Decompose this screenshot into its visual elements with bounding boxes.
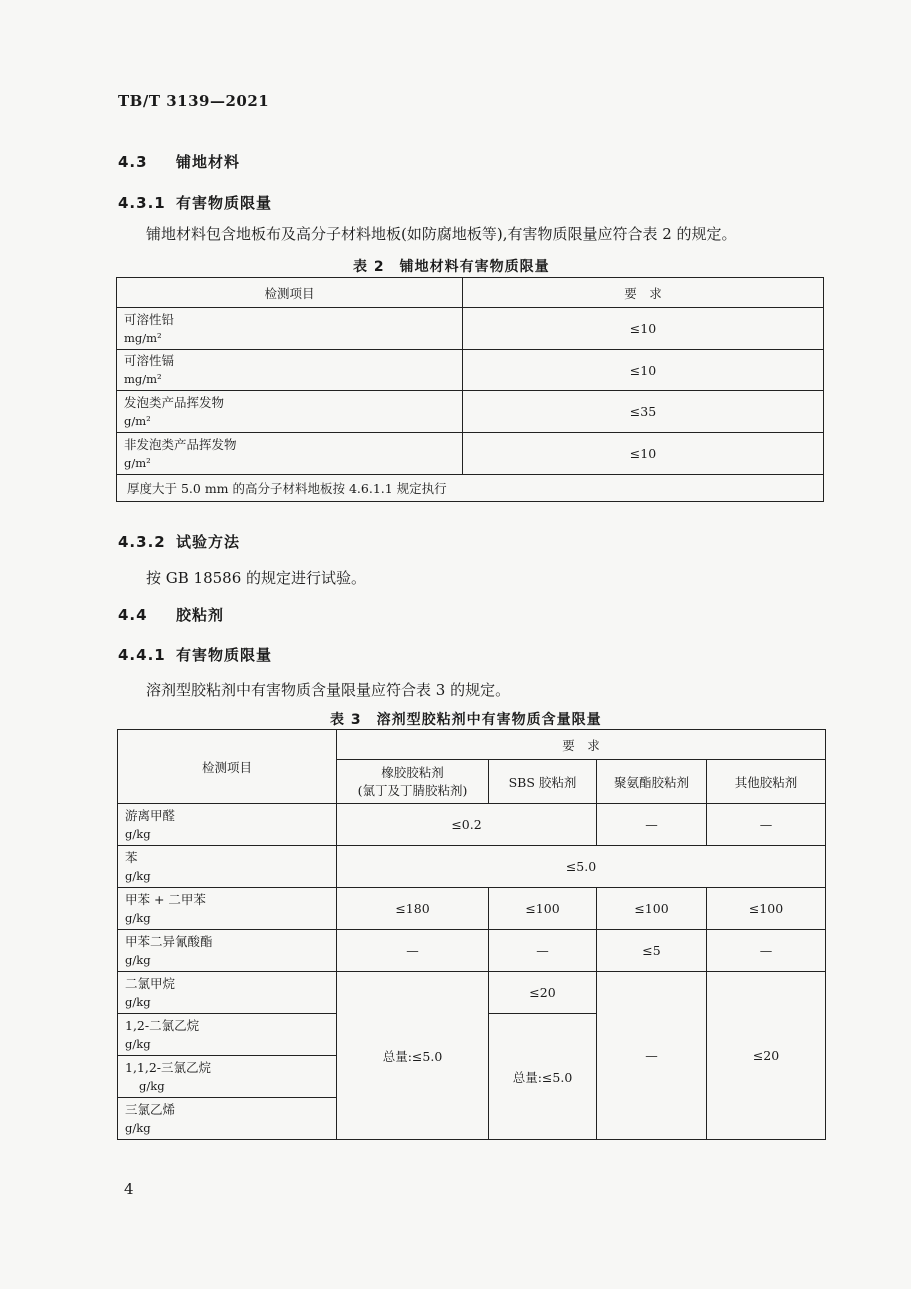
value-cell: ≤5 — [597, 930, 707, 972]
section-4-3-1-heading — [118, 192, 272, 213]
header-requirement-cell: 要 求 — [337, 730, 826, 760]
page-number: 4 — [124, 1180, 134, 1198]
header-cell: 检测项目 — [117, 278, 463, 308]
item-name: 1,1,2-三氯乙烷 — [125, 1059, 212, 1075]
value-cell: 总量:≤5.0 — [489, 1014, 597, 1140]
section-title: 铺地材料 — [176, 153, 241, 171]
value-cell: ≤35 — [463, 391, 824, 433]
value-cell: — — [337, 930, 489, 972]
table-note-row — [117, 475, 824, 502]
value-cell: ≤10 — [463, 433, 824, 475]
subheader-rubber — [337, 760, 489, 804]
value-cell: ≤100 — [597, 888, 707, 930]
item-name: 发泡类产品挥发物 — [124, 394, 225, 410]
item-cell — [118, 1098, 337, 1140]
table-row — [117, 308, 824, 350]
table-2 — [116, 277, 824, 502]
item-cell — [118, 1056, 337, 1098]
table-row — [118, 930, 826, 972]
value-cell: ≤20 — [707, 972, 826, 1140]
subheader-rubber-note: (氯丁及丁腈胶粘剂) — [357, 782, 468, 798]
value-cell: 总量:≤5.0 — [337, 972, 489, 1140]
value-cell: — — [707, 930, 826, 972]
value-cell: ≤10 — [463, 350, 824, 391]
item-cell — [117, 391, 463, 433]
item-cell — [118, 1014, 337, 1056]
item-name: 可溶性铅 — [124, 311, 175, 327]
section-number: 4.4 — [118, 606, 148, 624]
paragraph-4-3-1: 铺地材料包含地板布及高分子材料地板(如防腐地板等),有害物质限量应符合表 2 的规定。 — [146, 225, 737, 243]
value-cell: ≤180 — [337, 888, 489, 930]
item-cell — [117, 433, 463, 475]
section-number: 4.3 — [118, 153, 148, 171]
table-note: 厚度大于 5.0 mm 的高分子材料地板按 4.6.1.1 规定执行 — [117, 475, 824, 502]
table-row — [118, 804, 826, 846]
item-name: 三氯乙烯 — [125, 1101, 176, 1117]
table-header-row — [117, 278, 824, 308]
value-cell: ≤100 — [707, 888, 826, 930]
item-unit: g/kg — [125, 994, 151, 1009]
item-name: 甲苯二异氰酸酯 — [125, 933, 213, 949]
section-title: 有害物质限量 — [176, 194, 273, 212]
table-row — [117, 350, 824, 391]
value-cell: ≤20 — [489, 972, 597, 1014]
value-cell: ≤100 — [489, 888, 597, 930]
item-cell — [117, 350, 463, 391]
item-cell — [118, 972, 337, 1014]
section-number: 4.3.2 — [118, 533, 166, 551]
item-unit: mg/m² — [124, 330, 162, 345]
item-name: 游离甲醛 — [125, 807, 176, 823]
section-4-4-1-heading — [118, 644, 272, 665]
value-cell: — — [489, 930, 597, 972]
table-3-caption: 表 3 溶剂型胶粘剂中有害物质含量限量 — [330, 712, 602, 728]
table-header-row — [118, 730, 826, 760]
item-unit: g/m² — [124, 413, 151, 428]
section-title: 有害物质限量 — [176, 646, 273, 664]
section-4-4-heading — [118, 604, 224, 625]
section-4-3-2-heading — [118, 531, 240, 552]
item-name: 1,2-二氯乙烷 — [125, 1017, 200, 1033]
paragraph-4-3-2: 按 GB 18586 的规定进行试验。 — [146, 569, 367, 587]
table-row — [117, 433, 824, 475]
item-cell — [117, 308, 463, 350]
section-4-3-heading — [118, 151, 240, 172]
table-2-caption: 表 2 铺地材料有害物质限量 — [353, 259, 550, 275]
item-unit: g/kg — [125, 1036, 151, 1051]
value-cell: — — [597, 972, 707, 1140]
section-number: 4.4.1 — [118, 646, 166, 664]
header-cell: 要 求 — [463, 278, 824, 308]
item-name: 二氯甲烷 — [125, 975, 176, 991]
item-unit: g/kg — [125, 952, 151, 967]
table-row — [118, 846, 826, 888]
value-cell: — — [597, 804, 707, 846]
subheader-rubber-name: 橡胶胶粘剂 — [381, 764, 444, 780]
item-cell — [118, 930, 337, 972]
item-cell — [118, 846, 337, 888]
paragraph-4-4-1: 溶剂型胶粘剂中有害物质含量限量应符合表 3 的规定。 — [146, 681, 511, 699]
item-name: 苯 — [125, 849, 138, 865]
item-name: 非发泡类产品挥发物 — [124, 436, 237, 452]
subheader-pu: 聚氨酯胶粘剂 — [597, 760, 707, 804]
table-3 — [117, 729, 826, 1140]
value-cell: ≤5.0 — [337, 846, 826, 888]
subheader-sbs: SBS 胶粘剂 — [489, 760, 597, 804]
item-cell — [118, 888, 337, 930]
item-unit: g/kg — [125, 1120, 151, 1135]
item-unit: g/kg — [125, 826, 151, 841]
value-cell: ≤10 — [463, 308, 824, 350]
value-cell: ≤0.2 — [337, 804, 597, 846]
value-cell: — — [707, 804, 826, 846]
item-unit: g/kg — [125, 868, 151, 883]
item-unit: g/kg — [139, 1078, 165, 1093]
header-item-cell: 检测项目 — [118, 730, 337, 804]
item-name: 甲苯 + 二甲苯 — [125, 891, 206, 907]
item-unit: g/m² — [124, 455, 151, 470]
table-row — [118, 888, 826, 930]
section-title: 试验方法 — [176, 533, 241, 551]
table-row — [118, 972, 826, 1014]
section-title: 胶粘剂 — [176, 606, 225, 624]
item-cell — [118, 804, 337, 846]
subheader-other: 其他胶粘剂 — [707, 760, 826, 804]
section-number: 4.3.1 — [118, 194, 166, 212]
item-unit: g/kg — [125, 910, 151, 925]
item-name: 可溶性镉 — [124, 353, 175, 368]
standard-number: TB/T 3139—2021 — [118, 92, 270, 110]
table-row — [117, 391, 824, 433]
item-unit: mg/m² — [124, 372, 162, 386]
